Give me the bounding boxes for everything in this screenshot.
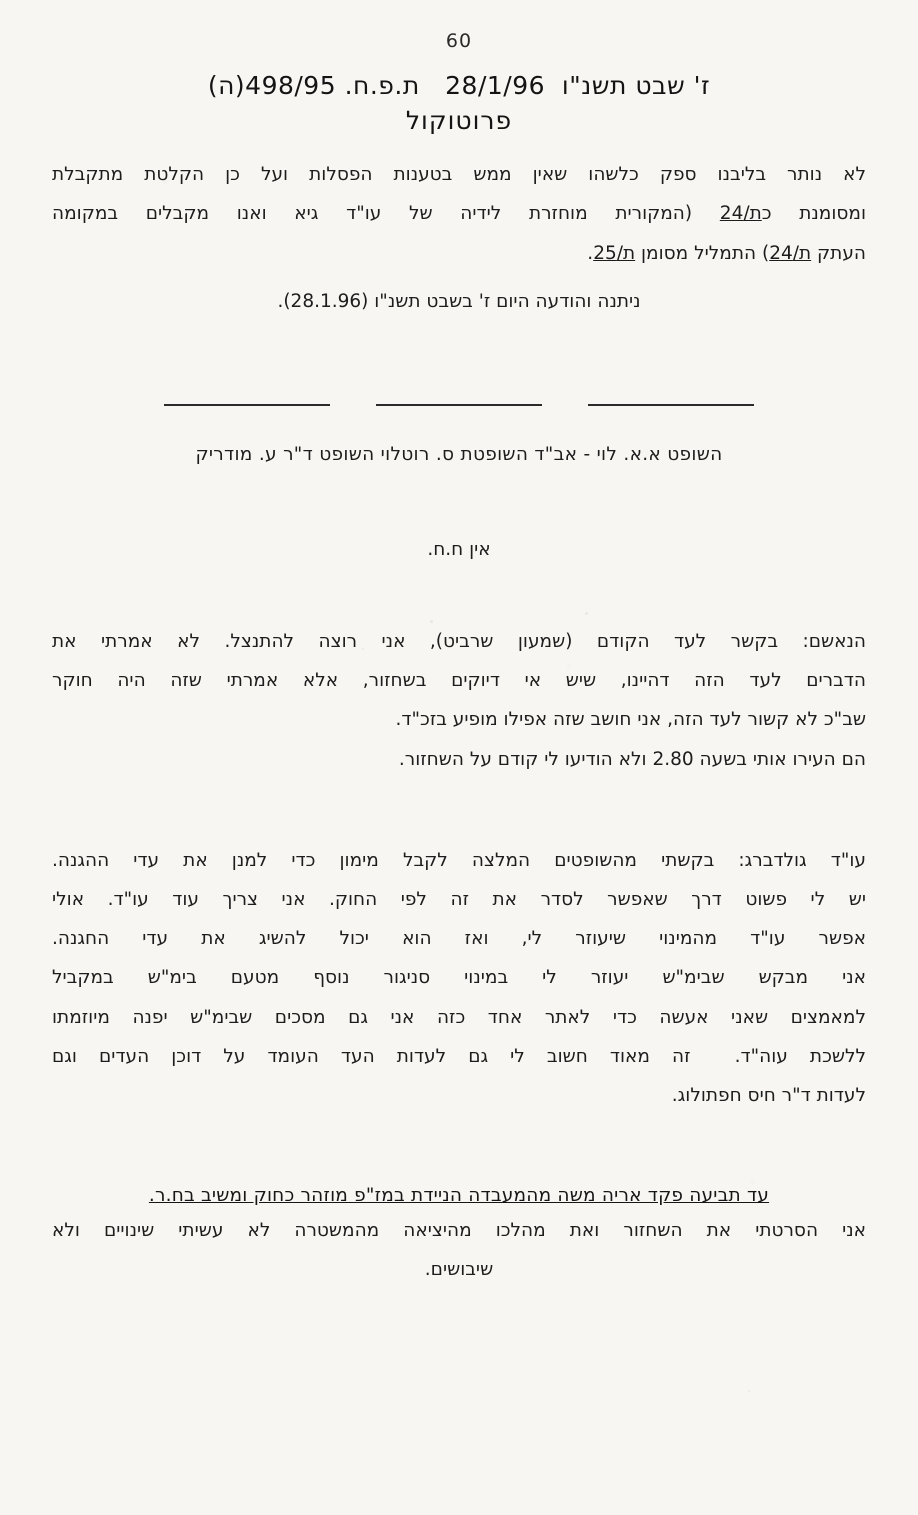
notice-line: ניתנה והודעה היום ז' בשבט תשנ"ו (28.1.96). — [277, 290, 641, 312]
witness-statement — [52, 1212, 866, 1290]
statement-line: עו"ד גולדברג: בקשתי מהשופטים המלצה לקבל מימון כדי למנן את עדי ההגנה. — [52, 849, 866, 871]
statement-line: אני הסרטתי את השחזור ואת מהלכו מהיציאה מהמשטרה לא עשיתי שינויים ולא — [52, 1220, 866, 1242]
signature-rule — [588, 404, 754, 406]
page-title: פרוטוקול — [405, 106, 513, 136]
paragraph-line: העתק ת/24) התמליל מסומן ת/25. — [587, 242, 866, 264]
signature-names: השופט א.א. לוי - אב"ד השופטת ס. רוטלוי השופט ד"ר ע. מודריק — [195, 443, 723, 465]
document-heading — [52, 68, 866, 104]
attorney-statement — [52, 841, 866, 1116]
defendant-statement — [52, 622, 866, 779]
statement-line: לעדות ד"ר חיס חפתולוג. — [671, 1085, 866, 1107]
statement-line: הנאשם: בקשר לעד הקודם (שמעון שרביט), אני רוצה להתנצל. לא אמרתי את — [52, 630, 866, 652]
paragraph-line: לא נותר בליבנו ספק כלשהו שאין ממש בטענות הפסלות ועל כן הקלטת מתקבלת — [52, 164, 866, 186]
statement-line: אני מבקש שבימ"ש יעוזר לי במינוי סניגור נוסף מטעם בימ"ש במקביל — [52, 967, 866, 989]
signature-rules — [52, 404, 866, 406]
witness-heading: עד תביעה פקד אריה משה מהמעבדה הניידת במז"פ מוזהר כחוק ומשיב בח.ר. — [148, 1185, 770, 1207]
statement-line: הם העירו אותי בשעה 2.80 ולא הודיעו לי קודם על השחזור. — [398, 748, 866, 770]
statement-line: שיבושים. — [424, 1259, 494, 1281]
paragraph-line: ומסומנת כת/24 (המקורית מוחזרת לידיה של עו"ד גיא ואנו מקבלים במקומה — [52, 203, 866, 225]
heading-line: ז' שבט תשנ"ו 28/1/96 ת.פ.ח. 498/95(ה) — [207, 71, 711, 100]
statement-line: למאמצים שאני אעשה כדי לאתר אחד כזה אני גם מסכים שבימ"ש יפנה מיוזמתו — [52, 1006, 866, 1028]
signature-rule — [376, 404, 542, 406]
signature-rule — [164, 404, 330, 406]
statement-line: הדברים לעד הזה דהיינו, שיש אי דיוקים בשחזור, אלא אמרתי שזה היה חוקר — [52, 670, 866, 692]
statement-line: יש לי פשוט דרך שאפשר לסדר את זה לפי החוק. אני צריך עוד עו"ד. אולי — [52, 889, 866, 910]
page-number: 60 — [445, 30, 473, 52]
no-counsel-line: אין ח.ח. — [427, 538, 491, 560]
statement-line: אפשר עו"ד מהמינוי שיעוזר לי, ואז הוא יכול להשיג את עדי החגנה. — [52, 928, 866, 950]
statement-line: ללשכת עוה"ד. זה מאוד חשוב לי גם לעדות העד העומד על דוכן העדים וגם — [52, 1045, 866, 1067]
statement-line: שב"כ לא קשור לעד הזה, אני חושב שזה אפילו מופיע בזכ"ד. — [395, 709, 866, 731]
opening-paragraph — [52, 155, 866, 273]
